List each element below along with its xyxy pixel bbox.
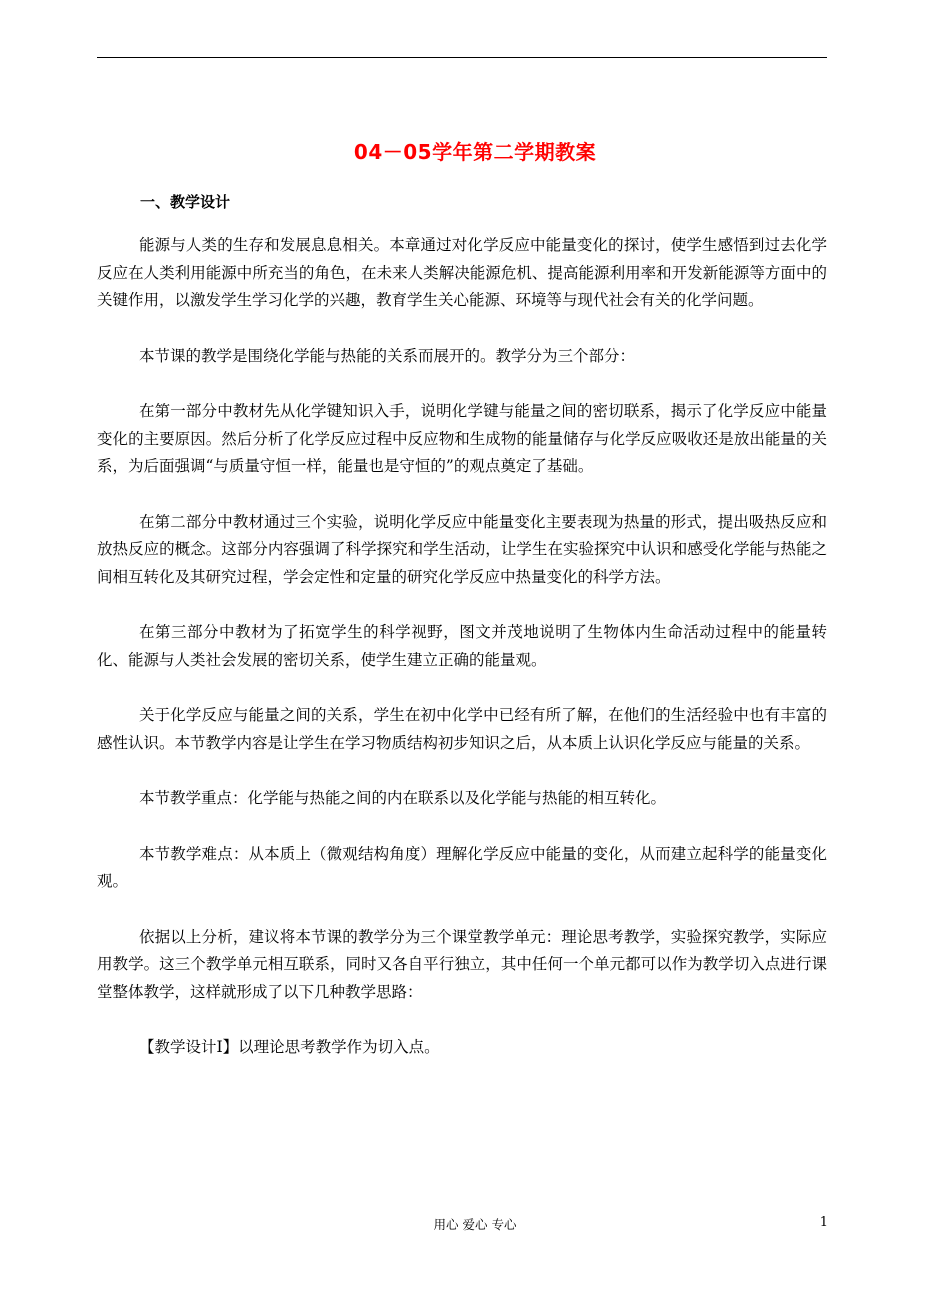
paragraph-design-one: 【教学设计Ⅰ】以理论思考教学作为切入点。 bbox=[139, 1038, 440, 1056]
header-rule bbox=[97, 57, 827, 58]
paragraph-key-point: 本节教学重点：化学能与热能之间的内在联系以及化学能与热能的相互转化。 bbox=[139, 789, 667, 807]
paragraph-part-two: 在第二部分中教材通过三个实验，说明化学反应中能量变化主要表现为热量的形式，提出吸热反应和放热反应的概念。这部分内容强调了科学探究和学生活动，让学生在实验探究中认识和感受化学能与热能之间相互转化及其研究过程，学会定性和定量的研究化学反应中热量变化的科学方法。 bbox=[97, 512, 827, 586]
footer-motto: 用心 爱心 专心 bbox=[433, 1217, 517, 1232]
paragraph-part-one: 在第一部分中教材先从化学键知识入手，说明化学键与能量之间的密切联系，揭示了化学反应中能量变化的主要原因。然后分析了化学反应过程中反应物和生成物的能量储存与化学反应吸收还是放出能量的关系，为后面强调“与质量守恒一样，能量也是守恒的”的观点奠定了基础。 bbox=[97, 402, 827, 475]
paragraph-difficulty: 本节教学难点：从本质上（微观结构角度）理解化学反应中能量的变化，从而建立起科学的能量变化观。 bbox=[97, 844, 827, 890]
paragraph-prior-knowledge: 关于化学反应与能量之间的关系，学生在初中化学中已经有所了解，在他们的生活经验中也有丰富的感性认识。本节教学内容是让学生在学习物质结构初步知识之后，从本质上认识化学反应与能量的关系。 bbox=[97, 706, 827, 752]
section-heading: 一、教学设计 bbox=[140, 193, 231, 211]
page-number: 1 bbox=[819, 1215, 828, 1230]
document-body bbox=[97, 232, 827, 1090]
paragraph-intro: 能源与人类的生存和发展息息相关。本章通过对化学反应中能量变化的探讨，使学生感悟到过去化学反应在人类利用能源中所充当的角色，在未来人类解决能源危机、提高能源利用率和开发新能源等方面中的关键作用，以激发学生学习化学的兴趣，教育学生关心能源、环境等与现代社会有关的化学问题。 bbox=[97, 236, 827, 309]
paragraph-part-three: 在第三部分中教材为了拓宽学生的科学视野，图文并茂地说明了生物体内生命活动过程中的能量转化、能源与人类社会发展的密切关系，使学生建立正确的能量观。 bbox=[97, 623, 827, 669]
document-title: 04－05学年第二学期教案 bbox=[353, 140, 597, 164]
paragraph-overview: 本节课的教学是围绕化学能与热能的关系而展开的。教学分为三个部分： bbox=[139, 346, 636, 365]
paragraph-suggestion: 依据以上分析，建议将本节课的教学分为三个课堂教学单元：理论思考教学，实验探究教学，实际应用教学。这三个教学单元相互联系，同时又各自平行独立，其中任何一个单元都可以作为教学切入点进行课堂整体教学，这样就形成了以下几种教学思路： bbox=[97, 927, 827, 1001]
